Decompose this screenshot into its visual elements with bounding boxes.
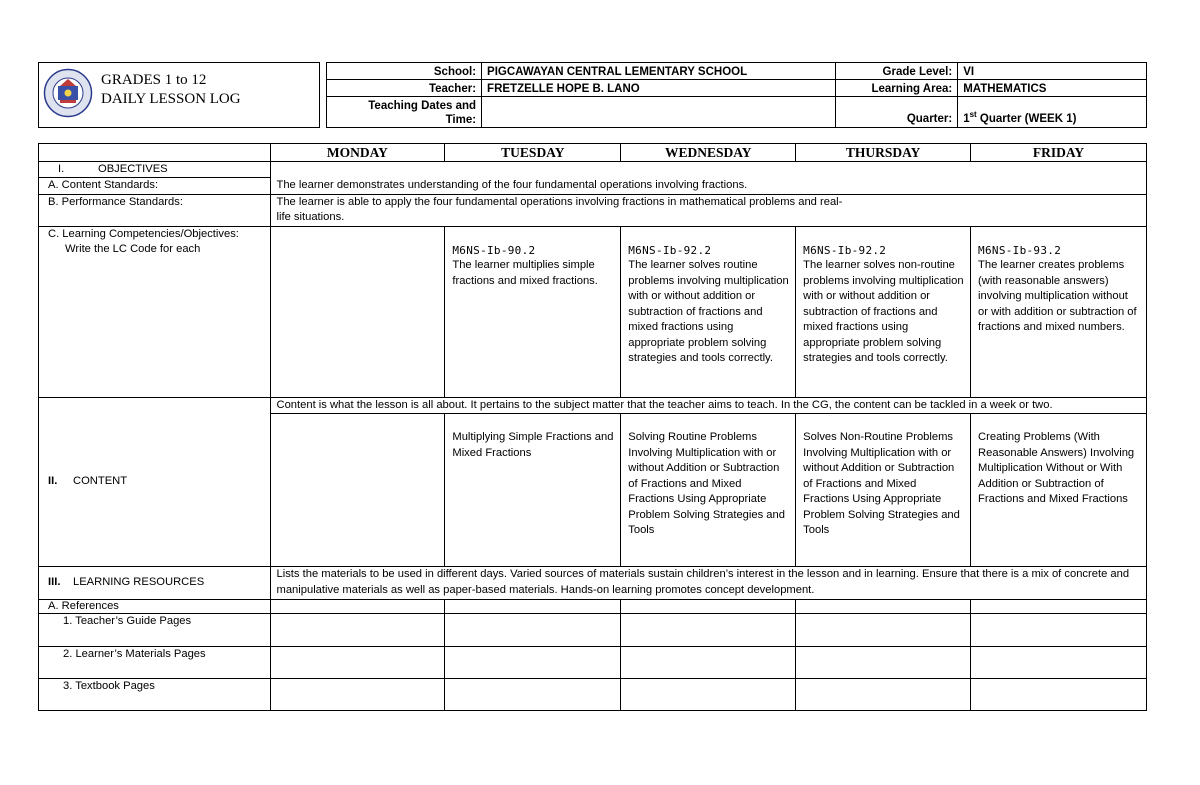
teachers-guide-row <box>39 614 1147 647</box>
teaching-dates-label: Teaching Dates and Time: <box>327 97 482 128</box>
content-friday: Creating Problems (With Reasonable Answers) Involving Multiplication Without or With Addition or Subtraction of Fractions and Mixed Fractions <box>971 414 1147 567</box>
day-wednesday: WEDNESDAY <box>621 144 796 162</box>
teaching-dates-value <box>482 97 836 128</box>
day-header-row <box>39 144 1147 162</box>
header-table <box>38 62 1147 128</box>
references-row <box>39 600 1147 614</box>
references-label: A. References <box>39 600 271 614</box>
content-tuesday: Multiplying Simple Fractions and Mixed Fractions <box>445 414 621 567</box>
day-friday: FRIDAY <box>971 144 1147 162</box>
learners-materials-row <box>39 647 1147 679</box>
competencies-label: C. Learning Competencies/Objectives: Write the LC Code for each <box>39 226 271 397</box>
header-title-block <box>39 63 320 128</box>
day-tuesday: TUESDAY <box>445 144 621 162</box>
textbook-label: 3. Textbook Pages <box>39 679 271 711</box>
learners-materials-label: 2. Learner’s Materials Pages <box>39 647 271 679</box>
teacher-label: Teacher: <box>327 80 482 97</box>
day-monday: MONDAY <box>270 144 445 162</box>
performance-standards-row <box>39 194 1147 226</box>
resources-heading: III. LEARNING RESOURCES <box>39 567 271 600</box>
content-standards-label: A. Content Standards: <box>39 178 271 195</box>
school-value: PIGCAWAYAN CENTRAL LEMENTARY SCHOOL <box>482 63 836 80</box>
content-note-row <box>39 397 1147 414</box>
objectives-heading: I. OBJECTIVES <box>39 161 271 178</box>
content-wednesday: Solving Routine Problems Involving Multiplication with or without Addition or Subtraction of Fractions and Mixed Fractions Using Appropriate Problem Solving Strategies and Tools <box>621 414 796 567</box>
header-spacer <box>320 63 327 128</box>
content-standards-row <box>39 178 1147 195</box>
corner-cell <box>39 144 271 162</box>
competency-thursday: M6NS-Ib-92.2 The learner solves non-routine problems involving multiplication with or without addition or subtraction of fractions and mixed fractions using appropriate problem solving strategies and tools correctly. <box>796 226 971 397</box>
grade-level-value: VI <box>958 63 1147 80</box>
teachers-guide-label: 1. Teacher’s Guide Pages <box>39 614 271 647</box>
performance-standards-text: The learner is able to apply the four fundamental operations involving fractions in mathematical problems and real- life situations. <box>270 194 1147 226</box>
content-note: Content is what the lesson is all about. It pertains to the subject matter that the teacher aims to teach. In the CG, the content can be tackled in a week or two. <box>270 397 1147 414</box>
content-standards-text: The learner demonstrates understanding of the four fundamental operations involving fractions. <box>270 178 1147 195</box>
content-heading: II. CONTENT <box>39 397 271 567</box>
teacher-value: FRETZELLE HOPE B. LANO <box>482 80 836 97</box>
textbook-row <box>39 679 1147 711</box>
deped-seal-icon <box>43 68 93 118</box>
competency-monday <box>270 226 445 397</box>
quarter-value: 1st Quarter (WEEK 1) <box>958 97 1147 128</box>
resources-row <box>39 567 1147 600</box>
school-label: School: <box>327 63 482 80</box>
learning-area-label: Learning Area: <box>836 80 958 97</box>
header-title-line1: GRADES 1 to 12 <box>101 72 207 88</box>
performance-standards-label: B. Performance Standards: <box>39 194 271 226</box>
day-thursday: THURSDAY <box>796 144 971 162</box>
competency-friday: M6NS-Ib-93.2 The learner creates problems (with reasonable answers) involving multiplication without or with addition or subtraction of fractions and mixed numbers. <box>971 226 1147 397</box>
objectives-row <box>39 161 1147 178</box>
quarter-label: Quarter: <box>836 97 958 128</box>
learning-area-value: MATHEMATICS <box>958 80 1147 97</box>
grade-level-label: Grade Level: <box>836 63 958 80</box>
header-title-line2: DAILY LESSON LOG <box>101 91 241 107</box>
resources-note: Lists the materials to be used in different days. Varied sources of materials sustain children’s interest in the lesson and in learning. Ensure that there is a mix of concrete and manipulative materials as well as paper-based materials. Hands-on learning promotes concept development. <box>270 567 1147 600</box>
competencies-row <box>39 226 1147 397</box>
content-thursday: Solves Non-Routine Problems Involving Multiplication with or without Addition or Subtraction of Fractions and Mixed Fractions Using Appropriate Problem Solving Strategies and Tools <box>796 414 971 567</box>
lesson-log-table <box>38 143 1147 711</box>
competency-tuesday: M6NS-Ib-90.2 The learner multiplies simple fractions and mixed fractions. <box>445 226 621 397</box>
competency-wednesday: M6NS-Ib-92.2 The learner solves routine problems involving multiplication with or without addition or subtraction of fractions and mixed fractions using appropriate problem solving strategies and tools correctly. <box>621 226 796 397</box>
content-monday <box>270 414 445 567</box>
